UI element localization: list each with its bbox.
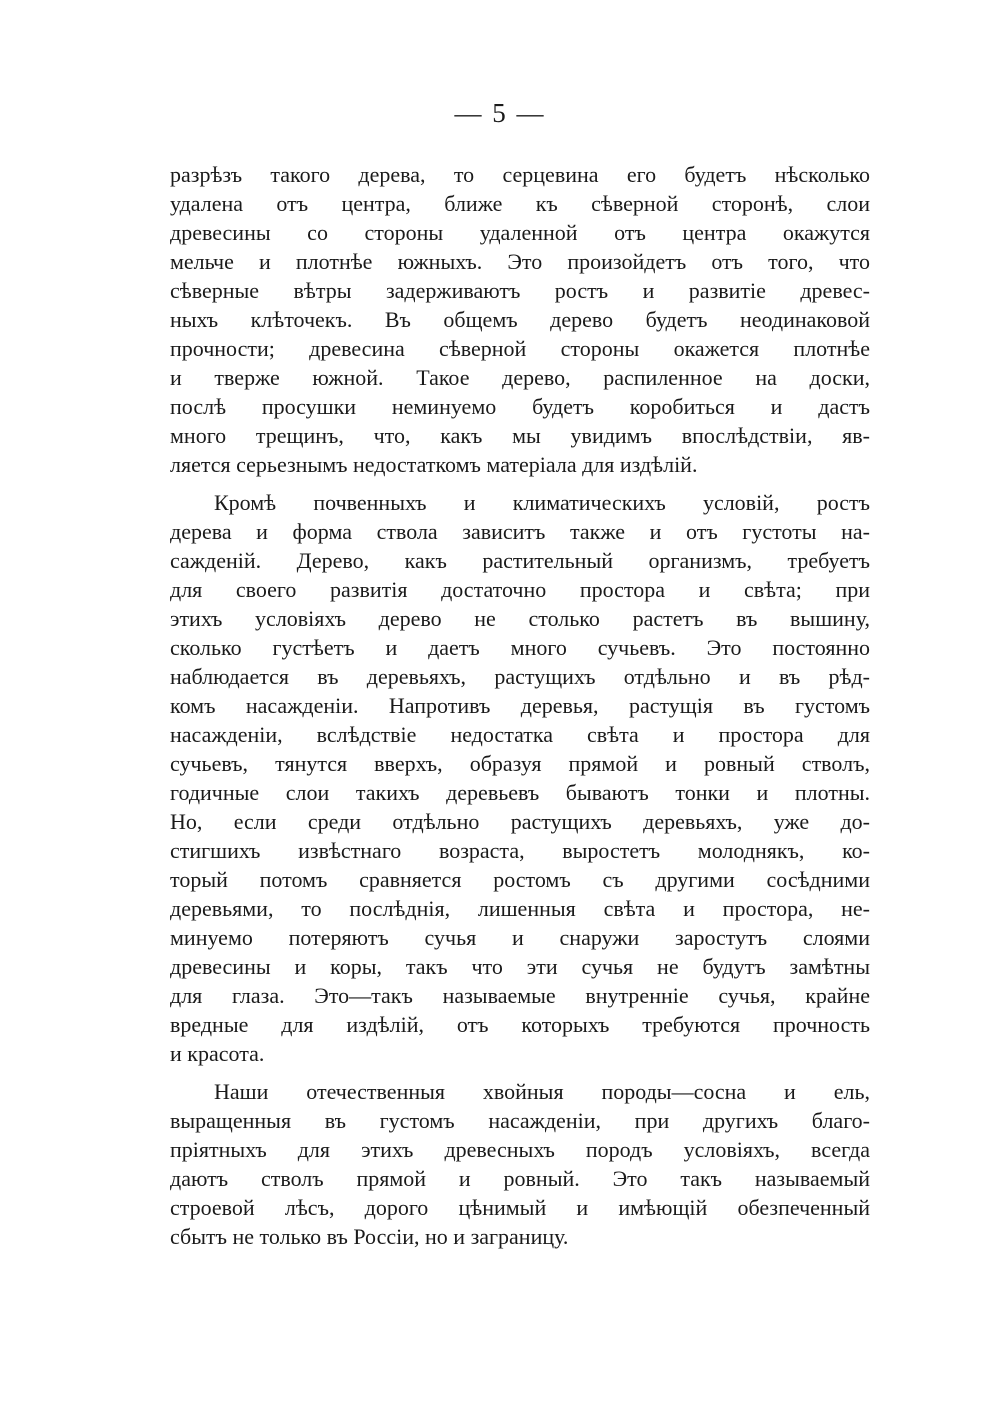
text-line: для своего развитія достаточно простора и свѣта; при: [170, 577, 870, 602]
text-line: и красота.: [170, 1041, 265, 1066]
text-line: минуемо потеряютъ сучья и снаружи заростутъ слоями: [170, 925, 870, 950]
paragraph: [170, 488, 870, 1068]
text-line: сѣверные вѣтры задерживаютъ ростъ и развитіе древес-: [170, 278, 870, 303]
text-line: древесины и коры, такъ что эти сучья не будутъ замѣтны: [170, 954, 870, 979]
text-line: мельче и плотнѣе южныхъ. Это произойдетъ отъ того, что: [170, 249, 870, 274]
text-line: стигшихъ извѣстнаго возраста, выростетъ молоднякъ, ко-: [170, 838, 870, 863]
text-line: и тверже южной. Такое дерево, распиленное на доски,: [170, 365, 870, 390]
paragraph-gap: [170, 1068, 870, 1077]
text-line: насажденіи, вслѣдствіе недостатка свѣта и простора для: [170, 722, 870, 747]
text-line: строевой лѣсъ, дорого цѣнимый и имѣющій обезпеченный: [170, 1195, 870, 1220]
text-line: сбытъ не только въ Россіи, но и заграницу.: [170, 1224, 569, 1249]
text-line: прочности; древесина сѣверной стороны окажется плотнѣе: [170, 336, 870, 361]
text-line: наблюдается въ деревьяхъ, растущихъ отдѣльно и въ рѣд-: [170, 664, 870, 689]
text-line: сажденій. Дерево, какъ растительный организмъ, требуетъ: [170, 548, 870, 573]
text-line: торый потомъ сравняется ростомъ съ другими сосѣдними: [170, 867, 870, 892]
text-line: этихъ условіяхъ дерево не столько растетъ въ вышину,: [170, 606, 870, 631]
text-line: деревьями, то послѣднія, лишенныя свѣта и простора, не-: [170, 896, 870, 921]
text-line: комъ насажденіи. Напротивъ деревья, растущія въ густомъ: [170, 693, 870, 718]
paragraph-gap: [170, 479, 870, 488]
paragraph: [170, 160, 870, 479]
text-line: пріятныхъ для этихъ древесныхъ породъ условіяхъ, всегда: [170, 1137, 870, 1162]
text-line: сучьевъ, тянутся вверхъ, образуя прямой и ровный стволъ,: [170, 751, 870, 776]
page-number: — 5 —: [454, 98, 546, 128]
text-line: ляется серьезнымъ недостаткомъ матеріала для издѣлій.: [170, 452, 698, 477]
text-line: Но, если среди отдѣльно растущихъ деревьяхъ, уже до-: [170, 809, 870, 834]
text-line: даютъ стволъ прямой и ровный. Это такъ называемый: [170, 1166, 870, 1191]
text-line: дерева и форма ствола зависитъ также и отъ густоты на-: [170, 519, 870, 544]
body-text: [170, 160, 870, 1251]
text-line: удалена отъ центра, ближе къ сѣверной сторонѣ, слои: [170, 191, 870, 216]
text-line: выращенныя въ густомъ насажденіи, при другихъ благо-: [170, 1108, 870, 1133]
text-line: для глаза. Это—такъ называемые внутренніе сучья, крайне: [170, 983, 870, 1008]
text-line: годичные слои такихъ деревьевъ бываютъ тонки и плотны.: [170, 780, 870, 805]
text-line: Наши отечественныя хвойныя породы—сосна и ель,: [214, 1079, 870, 1104]
text-line: ныхъ клѣточекъ. Въ общемъ дерево будетъ неодинаковой: [170, 307, 870, 332]
text-line: Кромѣ почвенныхъ и климатическихъ условій, ростъ: [214, 490, 870, 515]
text-line: послѣ просушки неминуемо будетъ коробиться и дастъ: [170, 394, 870, 419]
paragraph: [170, 1077, 870, 1251]
text-line: много трещинъ, что, какъ мы увидимъ впослѣдствіи, яв-: [170, 423, 870, 448]
text-line: разрѣзъ такого дерева, то серцевина его будетъ нѣсколько: [170, 162, 870, 187]
text-line: древесины со стороны удаленной отъ центра окажутся: [170, 220, 870, 245]
text-line: сколько густѣетъ и даетъ много сучьевъ. Это постоянно: [170, 635, 870, 660]
text-line: вредные для издѣлій, отъ которыхъ требуются прочность: [170, 1012, 870, 1037]
